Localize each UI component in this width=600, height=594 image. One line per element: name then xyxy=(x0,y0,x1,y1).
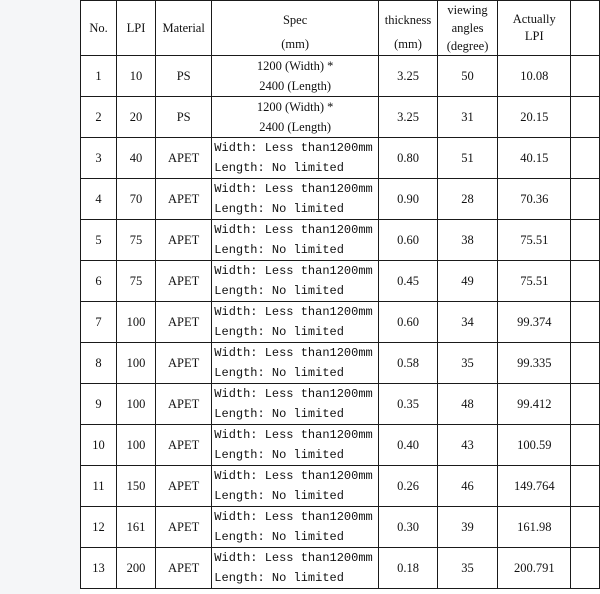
cell-viewing-angle: 50 xyxy=(438,56,498,97)
cell-material: APET xyxy=(156,548,212,589)
cell-no: 11 xyxy=(81,466,117,507)
cell-thickness: 0.40 xyxy=(379,425,438,466)
cell-lpi: 70 xyxy=(117,179,156,220)
cell-lpi: 100 xyxy=(117,384,156,425)
cell-spec-line1: Width: Less than1200mm xyxy=(214,223,373,237)
table-row xyxy=(81,56,600,97)
lenticular-spec-table xyxy=(80,0,600,589)
cell-spec xyxy=(212,384,379,425)
cell-lpi: 200 xyxy=(117,548,156,589)
cell-extra xyxy=(571,425,600,466)
cell-viewing-angle: 46 xyxy=(438,466,498,507)
cell-thickness: 3.25 xyxy=(379,97,438,138)
cell-actual-lpi: 99.374 xyxy=(498,302,571,343)
cell-extra xyxy=(571,302,600,343)
cell-actual-lpi: 200.791 xyxy=(498,548,571,589)
cell-spec xyxy=(212,466,379,507)
cell-thickness: 0.60 xyxy=(379,302,438,343)
cell-extra xyxy=(571,56,600,97)
cell-actual-lpi: 99.335 xyxy=(498,343,571,384)
header-thickness-label: thickness xyxy=(384,13,432,27)
cell-thickness: 0.30 xyxy=(379,507,438,548)
cell-spec-line2: Length: No limited xyxy=(214,571,344,585)
cell-no: 5 xyxy=(81,220,117,261)
cell-spec-line2: 2400 (Length) xyxy=(259,79,332,93)
cell-spec-line1: Width: Less than1200mm xyxy=(214,387,373,401)
cell-spec xyxy=(212,138,379,179)
cell-no: 1 xyxy=(81,56,117,97)
cell-extra xyxy=(571,261,600,302)
cell-actual-lpi: 20.15 xyxy=(498,97,571,138)
cell-thickness: 0.80 xyxy=(379,138,438,179)
cell-spec-line1: Width: Less than1200mm xyxy=(214,346,373,360)
table-row xyxy=(81,425,600,466)
cell-no: 3 xyxy=(81,138,117,179)
cell-spec-line1: Width: Less than1200mm xyxy=(214,141,373,155)
cell-material: APET xyxy=(156,343,212,384)
cell-thickness: 0.18 xyxy=(379,548,438,589)
table-row xyxy=(81,179,600,220)
cell-extra xyxy=(571,384,600,425)
cell-spec-line2: Length: No limited xyxy=(214,284,344,298)
cell-viewing-angle: 38 xyxy=(438,220,498,261)
cell-material: APET xyxy=(156,384,212,425)
cell-no: 12 xyxy=(81,507,117,548)
cell-spec-line1: Width: Less than1200mm xyxy=(214,182,373,196)
cell-no: 7 xyxy=(81,302,117,343)
cell-no: 8 xyxy=(81,343,117,384)
cell-extra xyxy=(571,220,600,261)
cell-spec-line1: Width: Less than1200mm xyxy=(214,264,373,278)
cell-no: 9 xyxy=(81,384,117,425)
cell-extra xyxy=(571,507,600,548)
table-row xyxy=(81,97,600,138)
cell-spec-line1: 1200 (Width) * xyxy=(256,59,334,73)
cell-lpi: 100 xyxy=(117,302,156,343)
table-row xyxy=(81,302,600,343)
cell-lpi: 100 xyxy=(117,425,156,466)
cell-viewing-angle: 49 xyxy=(438,261,498,302)
table-row xyxy=(81,548,600,589)
cell-material: PS xyxy=(156,56,212,97)
header-actual-line2: LPI xyxy=(524,29,544,43)
cell-material: PS xyxy=(156,97,212,138)
cell-actual-lpi: 99.412 xyxy=(498,384,571,425)
cell-actual-lpi: 161.98 xyxy=(498,507,571,548)
cell-thickness: 0.26 xyxy=(379,466,438,507)
header-actual-lpi xyxy=(498,1,571,56)
header-no: No. xyxy=(81,1,117,56)
cell-no: 4 xyxy=(81,179,117,220)
cell-spec xyxy=(212,179,379,220)
cell-extra xyxy=(571,343,600,384)
cell-viewing-angle: 39 xyxy=(438,507,498,548)
cell-material: APET xyxy=(156,220,212,261)
cell-spec-line2: Length: No limited xyxy=(214,530,344,544)
cell-material: APET xyxy=(156,507,212,548)
header-spec xyxy=(212,1,379,56)
cell-actual-lpi: 75.51 xyxy=(498,220,571,261)
cell-spec-line2: Length: No limited xyxy=(214,325,344,339)
cell-extra xyxy=(571,466,600,507)
header-extra-column xyxy=(571,1,600,56)
cell-extra xyxy=(571,179,600,220)
cell-material: APET xyxy=(156,302,212,343)
cell-extra xyxy=(571,548,600,589)
table-row xyxy=(81,384,600,425)
cell-spec-line2: Length: No limited xyxy=(214,489,344,503)
cell-viewing-angle: 43 xyxy=(438,425,498,466)
cell-viewing-angle: 31 xyxy=(438,97,498,138)
cell-no: 2 xyxy=(81,97,117,138)
cell-spec-line1: Width: Less than1200mm xyxy=(214,305,373,319)
cell-no: 6 xyxy=(81,261,117,302)
header-spec-unit: (mm) xyxy=(281,37,310,51)
cell-thickness: 3.25 xyxy=(379,56,438,97)
cell-spec xyxy=(212,343,379,384)
cell-spec xyxy=(212,425,379,466)
cell-viewing-angle: 48 xyxy=(438,384,498,425)
cell-material: APET xyxy=(156,138,212,179)
table-row xyxy=(81,343,600,384)
cell-spec xyxy=(212,548,379,589)
cell-actual-lpi: 70.36 xyxy=(498,179,571,220)
cell-no: 13 xyxy=(81,548,117,589)
cell-viewing-angle: 35 xyxy=(438,548,498,589)
table-row xyxy=(81,220,600,261)
cell-lpi: 150 xyxy=(117,466,156,507)
cell-lpi: 10 xyxy=(117,56,156,97)
cell-spec xyxy=(212,302,379,343)
table-row xyxy=(81,261,600,302)
cell-spec-line2: Length: No limited xyxy=(214,407,344,421)
header-thickness xyxy=(379,1,438,56)
cell-spec xyxy=(212,261,379,302)
cell-lpi: 20 xyxy=(117,97,156,138)
cell-actual-lpi: 149.764 xyxy=(498,466,571,507)
header-material: Material xyxy=(156,1,212,56)
cell-extra xyxy=(571,138,600,179)
header-angles-line2: angles xyxy=(451,21,484,35)
table-row xyxy=(81,507,600,548)
cell-thickness: 0.58 xyxy=(379,343,438,384)
cell-lpi: 100 xyxy=(117,343,156,384)
document-page xyxy=(80,0,600,594)
cell-spec-line1: Width: Less than1200mm xyxy=(214,510,373,524)
cell-spec-line2: Length: No limited xyxy=(214,202,344,216)
header-angles-line1: viewing xyxy=(447,3,488,17)
cell-spec-line2: 2400 (Length) xyxy=(259,120,332,134)
table-row xyxy=(81,138,600,179)
cell-spec xyxy=(212,56,379,97)
cell-thickness: 0.60 xyxy=(379,220,438,261)
cell-thickness: 0.35 xyxy=(379,384,438,425)
cell-viewing-angle: 51 xyxy=(438,138,498,179)
cell-lpi: 40 xyxy=(117,138,156,179)
cell-spec-line1: Width: Less than1200mm xyxy=(214,428,373,442)
cell-material: APET xyxy=(156,179,212,220)
cell-lpi: 161 xyxy=(117,507,156,548)
table-body xyxy=(81,56,600,589)
table-header-row xyxy=(81,1,600,56)
cell-material: APET xyxy=(156,425,212,466)
header-spec-label: Spec xyxy=(282,13,308,27)
cell-actual-lpi: 10.08 xyxy=(498,56,571,97)
cell-material: APET xyxy=(156,261,212,302)
cell-spec xyxy=(212,220,379,261)
cell-lpi: 75 xyxy=(117,261,156,302)
header-actual-line1: Actually xyxy=(512,12,556,26)
cell-actual-lpi: 100.59 xyxy=(498,425,571,466)
cell-thickness: 0.90 xyxy=(379,179,438,220)
cell-spec-line1: Width: Less than1200mm xyxy=(214,551,373,565)
cell-spec-line2: Length: No limited xyxy=(214,243,344,257)
header-angles-line3: (degree) xyxy=(446,39,489,53)
cell-thickness: 0.45 xyxy=(379,261,438,302)
header-viewing-angles xyxy=(438,1,498,56)
cell-lpi: 75 xyxy=(117,220,156,261)
cell-spec-line1: Width: Less than1200mm xyxy=(214,469,373,483)
cell-viewing-angle: 35 xyxy=(438,343,498,384)
header-thickness-unit: (mm) xyxy=(394,37,422,51)
cell-spec-line2: Length: No limited xyxy=(214,161,344,175)
cell-spec-line2: Length: No limited xyxy=(214,366,344,380)
cell-viewing-angle: 28 xyxy=(438,179,498,220)
cell-material: APET xyxy=(156,466,212,507)
cell-spec-line2: Length: No limited xyxy=(214,448,344,462)
cell-viewing-angle: 34 xyxy=(438,302,498,343)
header-lpi: LPI xyxy=(117,1,156,56)
cell-actual-lpi: 75.51 xyxy=(498,261,571,302)
cell-spec xyxy=(212,507,379,548)
cell-extra xyxy=(571,97,600,138)
cell-spec-line1: 1200 (Width) * xyxy=(256,100,334,114)
cell-actual-lpi: 40.15 xyxy=(498,138,571,179)
table-row xyxy=(81,466,600,507)
cell-spec xyxy=(212,97,379,138)
cell-no: 10 xyxy=(81,425,117,466)
